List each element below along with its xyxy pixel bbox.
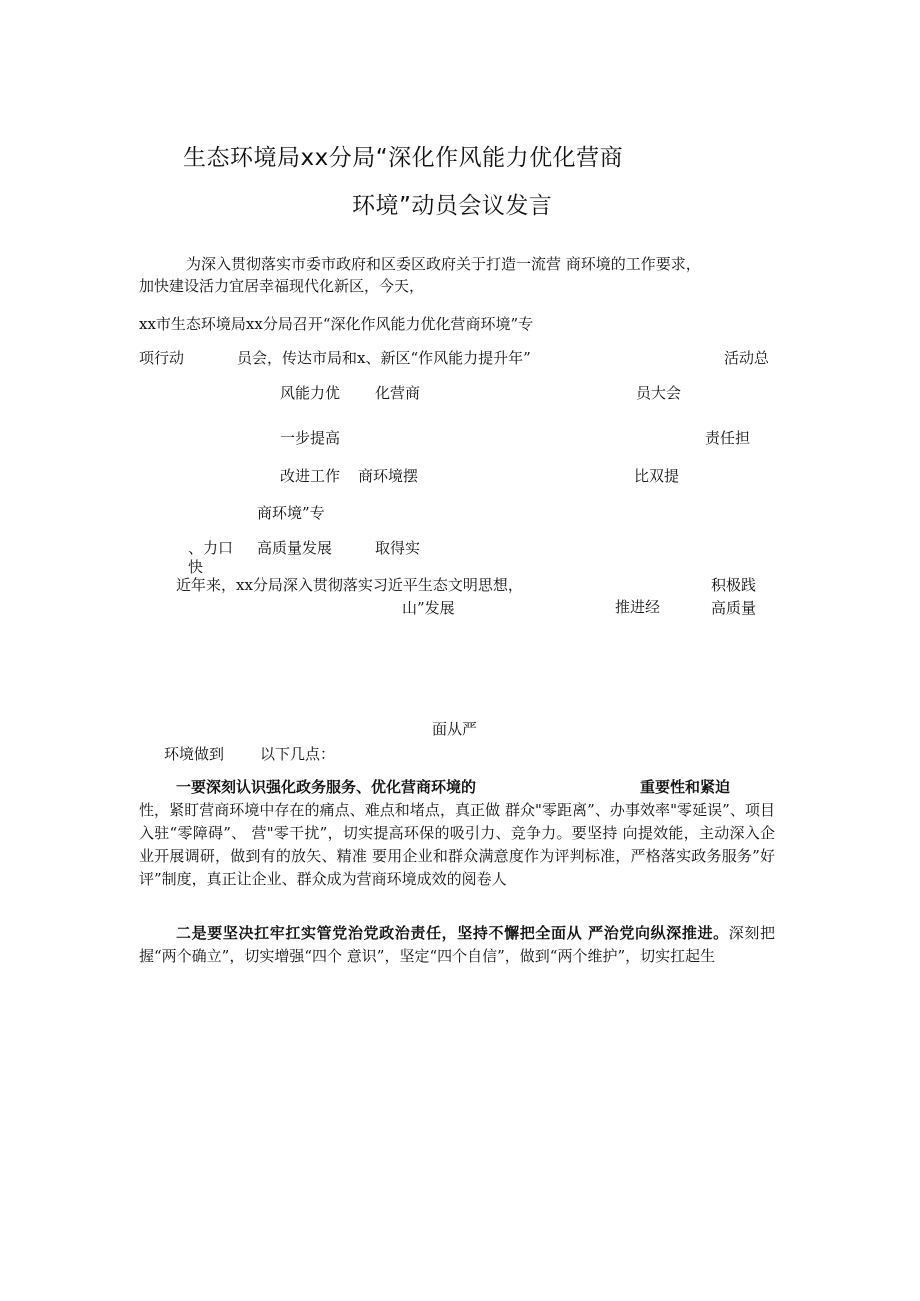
fragment-text: 快 bbox=[188, 558, 204, 576]
fragment-text: 活动总 bbox=[724, 349, 770, 367]
fragment-text: 积极践 bbox=[711, 576, 757, 594]
fragment-text: 推进经 bbox=[615, 598, 661, 616]
title-line-2: 环境”动员会议发言 bbox=[352, 193, 553, 219]
point-2-heading: 二是要坚决扛牢扛实管党治党政治责任，坚持不懈把全面从 严治党向纵深推进。 bbox=[176, 924, 729, 942]
fragment-text: 商环境”专 bbox=[257, 504, 325, 522]
fragment-text: 风能力优 bbox=[280, 384, 341, 402]
fragment-text: 员大会 bbox=[636, 384, 682, 402]
point-2-body: 深刻把握“两个确立”，切实增强“四个 意识”，坚定“四个自信”，做到“两个维护”，切实扛起生 bbox=[139, 924, 775, 965]
fragment-text: 山”发展 bbox=[402, 599, 455, 617]
intro-line-3: xx市生态环境局xx分局召开“深化作风能力优化营商环境”专 bbox=[139, 315, 534, 333]
fragment-text: 比双提 bbox=[634, 467, 680, 485]
fragment-text: 近年来，xx分局深入贯彻落实习近平生态文明思想， bbox=[176, 576, 523, 594]
fragment-text: 取得实 bbox=[375, 539, 421, 557]
point-2-paragraph bbox=[139, 922, 775, 968]
fragment-text: 以下几点： bbox=[260, 745, 336, 763]
point-1-body: 性，紧盯营商环境中存在的痛点、难点和堵点，真正做 群众"零距离”、办事效率"零延误”、项目入驻“零障碍”、 营"零干扰”，切实提高环保的吸引力、竞争力。要坚持 向提效能，主动深入企业开展调研，做到有的放矢、精准 要用企业和群众满意度作为评判标准，严格落实政务服务”好 评”制度，真正让企业、群众成为营商环境成效的阅卷人 bbox=[139, 801, 775, 888]
fragment-text: 项行动 bbox=[139, 349, 185, 367]
fragment-text: 环境做到 bbox=[164, 745, 225, 763]
fragment-text: 商环境摆 bbox=[358, 467, 419, 485]
fragment-text: 面从严 bbox=[432, 720, 478, 738]
point-1-heading: 一要深刻认识强化政务服务、优化营商环境的 bbox=[176, 778, 477, 796]
fragment-text: 员会，传达市局和x、新区“作风能力提升年” bbox=[237, 349, 531, 367]
title-line-1: 生态环境局xx分局“深化作风能力优化营商 bbox=[183, 145, 624, 171]
fragment-text: 高质量 bbox=[711, 599, 757, 617]
intro-line-1: 为深入贯彻落实市委市政府和区委区政府关于打造一流营 商环境的工作要求， bbox=[186, 255, 701, 273]
fragment-text: 一步提高 bbox=[280, 429, 341, 447]
point-1-heading-tail: 重要性和紧迫 bbox=[640, 778, 731, 796]
fragment-text: 高质量发展 bbox=[257, 539, 333, 557]
fragment-text: 改进工作 bbox=[280, 467, 341, 485]
fragment-text: 、力口 bbox=[188, 539, 234, 557]
fragment-text: 责任担 bbox=[705, 429, 751, 447]
intro-line-2: 加快建设活力宜居幸福现代化新区，今天， bbox=[139, 277, 425, 295]
fragment-text: 化营商 bbox=[375, 384, 421, 402]
